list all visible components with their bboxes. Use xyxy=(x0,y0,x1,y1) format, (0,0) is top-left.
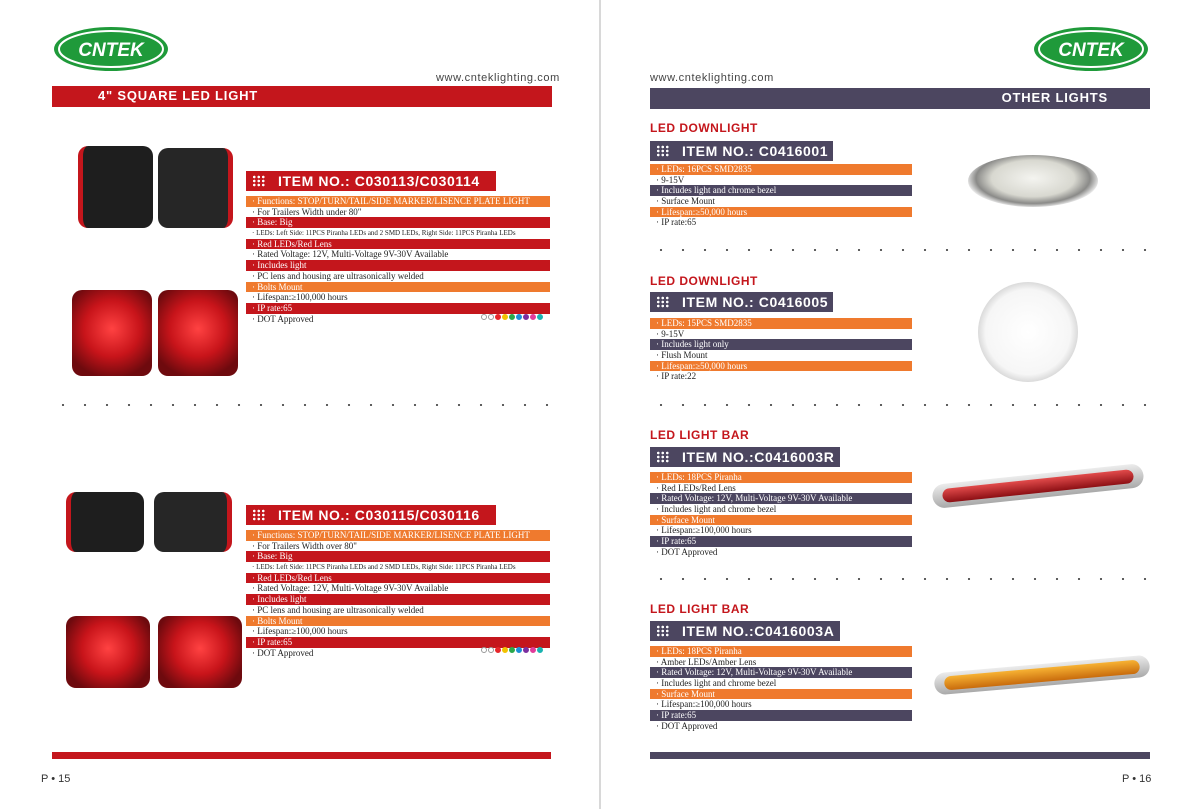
item-number-badge xyxy=(650,621,840,641)
spec-list xyxy=(650,164,912,228)
spec-row: · Bolts Mount xyxy=(246,282,550,293)
spec-row: · Lifespan:≥100,000 hours xyxy=(246,292,550,303)
spec-row: · IP rate:65 xyxy=(246,303,550,314)
color-swatch xyxy=(502,314,508,320)
grid-icon xyxy=(656,296,670,308)
spec-row: · Bolts Mount xyxy=(246,616,550,627)
item-number-badge xyxy=(246,505,496,525)
spec-row: · LEDs: 16PCS SMD2835 xyxy=(650,164,912,175)
website-url: www.cnteklighting.com xyxy=(650,72,774,84)
spec-row: · DOT Approved xyxy=(246,648,550,659)
spec-row: · Lifespan:≥100,000 hours xyxy=(650,525,912,536)
dotted-divider xyxy=(650,404,1150,406)
spec-row: · Rated Voltage: 12V, Multi-Voltage 9V-30V Available xyxy=(246,249,550,260)
spec-row: · Red LEDs/Red Lens xyxy=(650,483,912,494)
spec-row: · Red LEDs/Red Lens xyxy=(246,573,550,584)
section-title: 4" SQUARE LED LIGHT xyxy=(98,88,259,103)
color-options xyxy=(481,647,543,653)
spec-row: · Rated Voltage: 12V, Multi-Voltage 9V-30V Available xyxy=(246,583,550,594)
item-number: ITEM NO.: C0416001 xyxy=(682,143,829,159)
spec-row: · Rated Voltage: 12V, Multi-Voltage 9V-30V Available xyxy=(650,667,912,678)
spec-row: · Includes light xyxy=(246,594,550,605)
product-image xyxy=(978,282,1078,382)
spec-row: · LEDs: Left Side: 11PCS Piranha LEDs and 2 SMD LEDs, Right Side: 11PCS Piranha LEDs xyxy=(246,228,550,239)
cntek-logo xyxy=(52,25,170,73)
cntek-logo xyxy=(1032,25,1150,73)
spec-row: · For Trailers Width over 80" xyxy=(246,541,550,552)
spec-row: · For Trailers Width under 80" xyxy=(246,207,550,218)
spec-row: · Red LEDs/Red Lens xyxy=(246,239,550,250)
spec-row: · Surface Mount xyxy=(650,196,912,207)
item-number-badge xyxy=(246,171,496,191)
color-swatch xyxy=(509,314,515,320)
color-swatch xyxy=(495,647,501,653)
product-image-back xyxy=(62,488,242,558)
item-number: ITEM NO.:C0416003A xyxy=(682,623,835,639)
item-number-badge xyxy=(650,292,833,312)
page-number: P • 16 xyxy=(1122,773,1152,785)
color-swatch xyxy=(516,314,522,320)
spec-row: · Surface Mount xyxy=(650,515,912,526)
svg-text:CNTEK: CNTEK xyxy=(78,40,144,61)
spec-row: · PC lens and housing are ultrasonically welded xyxy=(246,605,550,616)
color-swatch xyxy=(523,314,529,320)
spec-row: · LEDs: 18PCS Piranha xyxy=(650,472,912,483)
footer-bar xyxy=(52,752,551,759)
spec-row: · Lifespan:≥100,000 hours xyxy=(246,626,550,637)
color-swatch xyxy=(516,647,522,653)
spec-row: · Functions: STOP/TURN/TAIL/SIDE MARKER/LISENCE PLATE LIGHT xyxy=(246,530,550,541)
spec-row: · IP rate:65 xyxy=(246,637,550,648)
section-title: OTHER LIGHTS xyxy=(1001,90,1108,105)
color-swatch xyxy=(523,647,529,653)
color-options xyxy=(481,314,543,320)
spec-list xyxy=(650,472,912,558)
color-swatch xyxy=(537,314,543,320)
spec-list xyxy=(650,646,912,732)
product-image-back xyxy=(70,140,240,230)
item-number: ITEM NO.: C0416005 xyxy=(682,294,829,310)
spec-row: · IP rate:65 xyxy=(650,217,912,228)
spec-row: · Lifespan:≥50,000 hours xyxy=(650,207,912,218)
product-image-front xyxy=(70,288,240,380)
spec-row: · 9-15V xyxy=(650,329,912,340)
page-number: P • 15 xyxy=(41,773,71,785)
spec-row: · Base: Big xyxy=(246,551,550,562)
product-image xyxy=(968,155,1098,207)
spec-row: · DOT Approved xyxy=(650,721,912,732)
page-gutter xyxy=(599,0,601,809)
spec-row: · Includes light only xyxy=(650,339,912,350)
color-swatch xyxy=(530,647,536,653)
spec-row: · Functions: STOP/TURN/TAIL/SIDE MARKER/LISENCE PLATE LIGHT xyxy=(246,196,550,207)
grid-icon xyxy=(656,145,670,157)
spec-row: · Includes light xyxy=(246,260,550,271)
spec-row: · LEDs: Left Side: 11PCS Piranha LEDs and 2 SMD LEDs, Right Side: 11PCS Piranha LEDs xyxy=(246,562,550,573)
footer-bar xyxy=(650,752,1150,759)
section-header-bar xyxy=(650,88,1150,109)
category-label: LED LIGHT BAR xyxy=(650,602,750,616)
spec-row: · Rated Voltage: 12V, Multi-Voltage 9V-30V Available xyxy=(650,493,912,504)
spec-row: · DOT Approved xyxy=(246,314,550,325)
spec-row: · Amber LEDs/Amber Lens xyxy=(650,657,912,668)
grid-icon xyxy=(252,509,266,521)
dotted-divider xyxy=(52,404,552,406)
color-swatch xyxy=(488,647,494,653)
svg-text:CNTEK: CNTEK xyxy=(1058,40,1124,61)
color-swatch xyxy=(481,647,487,653)
category-label: LED DOWNLIGHT xyxy=(650,121,758,135)
spec-row: · Surface Mount xyxy=(650,689,912,700)
spec-list xyxy=(246,196,550,324)
color-swatch xyxy=(509,647,515,653)
spec-row: · IP rate:22 xyxy=(650,371,912,382)
color-swatch xyxy=(495,314,501,320)
product-image xyxy=(931,463,1144,509)
spec-row: · 9-15V xyxy=(650,175,912,186)
spec-row: · DOT Approved xyxy=(650,547,912,558)
item-number: ITEM NO.: C030115/C030116 xyxy=(278,507,480,523)
spec-row: · IP rate:65 xyxy=(650,710,912,721)
color-swatch xyxy=(488,314,494,320)
color-swatch xyxy=(530,314,536,320)
spec-row: · PC lens and housing are ultrasonically welded xyxy=(246,271,550,282)
spec-list xyxy=(650,318,912,382)
dotted-divider xyxy=(650,249,1150,251)
spec-row: · Includes light and chrome bezel xyxy=(650,185,912,196)
spec-row: · Lifespan:≥50,000 hours xyxy=(650,361,912,372)
color-swatch xyxy=(502,647,508,653)
product-image-front xyxy=(62,614,252,690)
color-swatch xyxy=(481,314,487,320)
category-label: LED DOWNLIGHT xyxy=(650,274,758,288)
item-number-badge xyxy=(650,447,840,467)
item-number: ITEM NO.:C0416003R xyxy=(682,449,835,465)
spec-row: · Includes light and chrome bezel xyxy=(650,504,912,515)
spec-row: · Base: Big xyxy=(246,217,550,228)
spec-list xyxy=(246,530,550,658)
category-label: LED LIGHT BAR xyxy=(650,428,750,442)
spec-row: · LEDs: 15PCS SMD2835 xyxy=(650,318,912,329)
grid-icon xyxy=(656,451,670,463)
item-number-badge xyxy=(650,141,833,161)
website-url: www.cnteklighting.com xyxy=(436,72,560,84)
spec-row: · Includes light and chrome bezel xyxy=(650,678,912,689)
spec-row: · IP rate:65 xyxy=(650,536,912,547)
grid-icon xyxy=(656,625,670,637)
product-image xyxy=(933,655,1150,696)
item-number: ITEM NO.: C030113/C030114 xyxy=(278,173,480,189)
grid-icon xyxy=(252,175,266,187)
spec-row: · Flush Mount xyxy=(650,350,912,361)
color-swatch xyxy=(537,647,543,653)
dotted-divider xyxy=(650,578,1150,580)
section-header-bar xyxy=(52,86,552,107)
spec-row: · Lifespan:≥100,000 hours xyxy=(650,699,912,710)
spec-row: · LEDs: 18PCS Piranha xyxy=(650,646,912,657)
